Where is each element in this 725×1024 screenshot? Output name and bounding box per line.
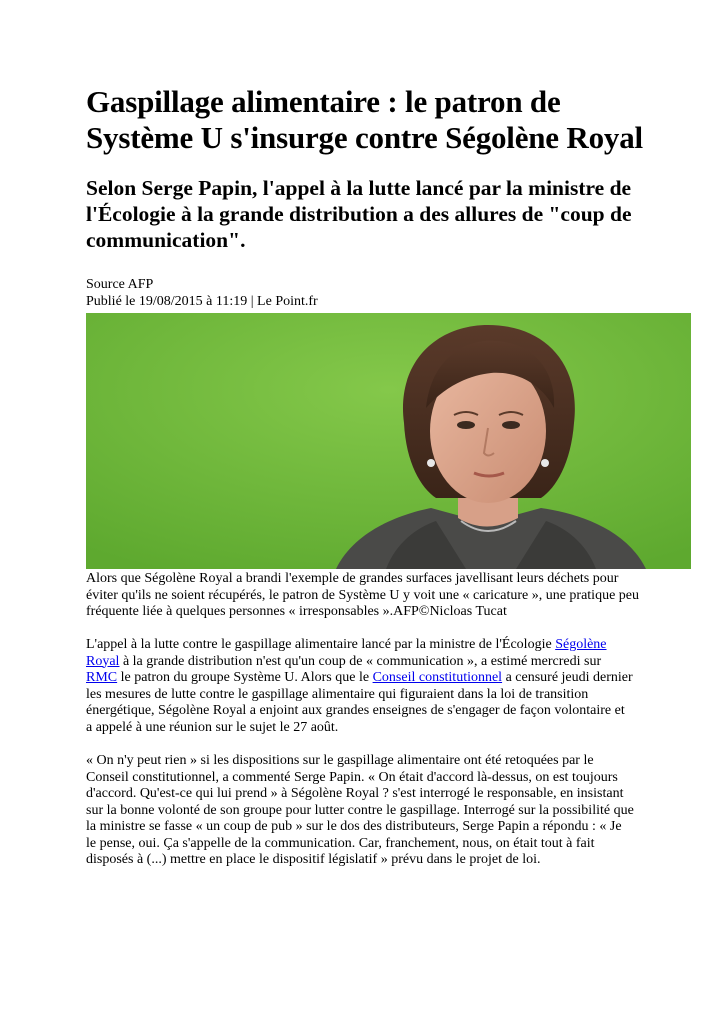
article-photo	[86, 313, 691, 569]
article-published-date: Publié le 19/08/2015 à 11:19 | Le Point.fr	[86, 294, 318, 309]
article-paragraph-2: « On n'y peut rien » si les dispositions sur le gaspillage alimentaire ont été retoquées par le Conseil constitutionnel, a commenté Serge Papin. « On était d'accord là-dessus, on est toujours d'accord. Qu'est-ce qui lui prend » à Ségolène Royal ? s'est interrogé le responsable, en insistant sur la bonne volonté de son groupe pour lutter contre le gaspillage. Interrogé sur la possibilité que la ministre se fasse « un coup de pub » sur le dos des distributeurs, Serge Papin a répondu : « Je le pense, oui. Ça s'appelle de la communication. Car, franchement, nous, on était tout à fait disposés à (...) mettre en place le dispositif législatif » prévu dans le projet de loi.	[86, 753, 634, 867]
paragraph-1-text-d: a censuré jeudi dernier les mesures de lutte contre le gaspillage alimentaire qui figuraient dans la loi de transition énergétique, Ségolène Royal a enjoint aux grandes enseignes de s'engager de façon volontaire et a appelé à une réunion sur le sujet le 27 août.	[86, 670, 633, 735]
article-meta	[86, 276, 696, 310]
paragraph-1-text-c: le patron du groupe Système U. Alors que le	[117, 670, 373, 685]
article-title-line2: Système U s'insurge contre Ségolène Royal	[86, 120, 643, 155]
link-segolene-royal[interactable]: Ségolène Royal	[86, 637, 607, 669]
article-subtitle: Selon Serge Papin, l'appel à la lutte lancé par la ministre de l'Écologie à la grande distribution a des allures de "coup de communication".	[86, 176, 632, 252]
paragraph-1-text-a: L'appel à la lutte contre le gaspillage alimentaire lancé par la ministre de l'Écologie	[86, 637, 556, 652]
article-paragraph-1	[86, 637, 634, 736]
portrait-illustration	[86, 313, 691, 569]
article-title-line1: Gaspillage alimentaire : le patron de	[86, 84, 561, 119]
paragraph-1-text-b: à la grande distribution n'est qu'un coup de « communication », a estimé mercredi sur	[119, 653, 602, 669]
article	[86, 84, 696, 867]
photo-caption: Alors que Ségolène Royal a brandi l'exemple de grandes surfaces javellisant leurs déchets pour éviter qu'ils ne soient récupérés, le patron de Système U y voit une « caricature », une pratique peu fréquente liée à quelques personnes « irresponsables ».AFP©Nicloas Tucat	[86, 571, 639, 619]
link-rmc[interactable]: RMC	[86, 670, 118, 685]
article-source: Source AFP	[86, 277, 154, 292]
article-title	[86, 84, 696, 156]
link-conseil-constitutionnel[interactable]: Conseil constitutionnel	[372, 670, 503, 685]
